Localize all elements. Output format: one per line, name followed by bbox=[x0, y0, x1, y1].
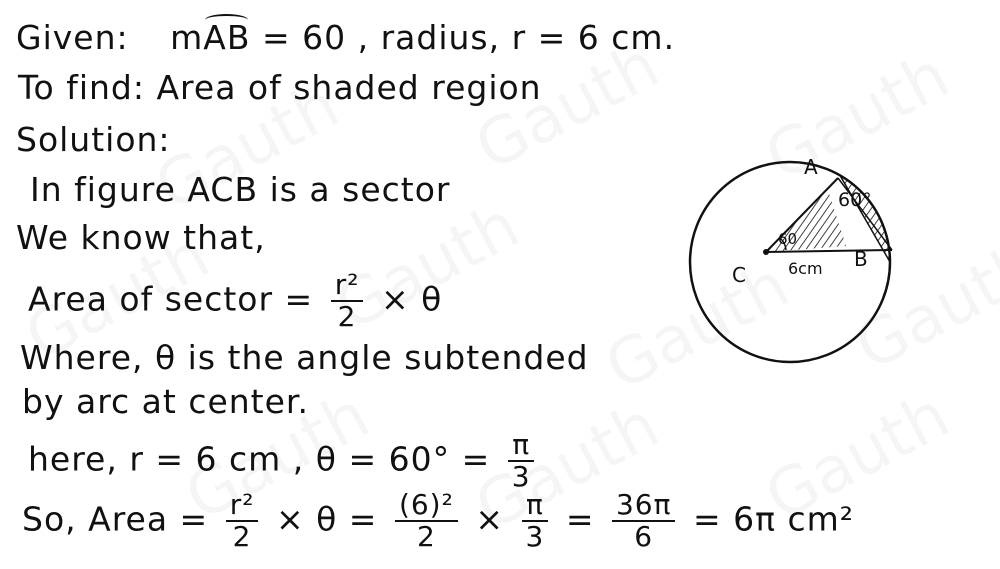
fraction-denominator: 6 bbox=[634, 520, 654, 553]
fraction-numerator: r² bbox=[226, 490, 259, 522]
fraction-pi-over-3 bbox=[508, 430, 535, 492]
given-label: Given: bbox=[16, 18, 129, 57]
solution-heading: Solution: bbox=[16, 120, 171, 159]
fraction-r2-over-2 bbox=[331, 270, 364, 332]
fraction-denominator: 3 bbox=[525, 520, 545, 553]
label-a: A bbox=[804, 155, 818, 179]
radius-label: 6cm bbox=[788, 259, 823, 278]
arc-measure: = 60 bbox=[261, 18, 347, 57]
fraction-denominator: 2 bbox=[232, 520, 252, 553]
sector-diagram bbox=[670, 150, 900, 380]
final-result: = 6π cm² bbox=[692, 499, 854, 539]
fraction-numerator: (6)² bbox=[395, 490, 458, 522]
to-find-line: To find: Area of shaded region bbox=[18, 68, 542, 107]
fraction-numerator: π bbox=[508, 430, 534, 462]
measure-symbol: m bbox=[170, 18, 204, 57]
area-computation bbox=[22, 490, 854, 552]
times-theta: × θ = bbox=[275, 499, 378, 539]
sector-statement: In figure ACB is a sector bbox=[30, 170, 451, 209]
fraction-numerator: 36π bbox=[612, 490, 676, 522]
label-b: B bbox=[854, 247, 868, 271]
we-know-line: We know that, bbox=[16, 218, 266, 257]
fraction-denominator: 2 bbox=[337, 300, 357, 333]
radius-given: , radius, r = 6 cm. bbox=[357, 18, 676, 57]
fraction-denominator: 2 bbox=[416, 520, 436, 553]
formula-rhs: × θ bbox=[380, 279, 443, 319]
fraction-36pi-over-6 bbox=[612, 490, 676, 552]
sector-area-formula bbox=[28, 270, 442, 332]
by-arc-line: by arc at center. bbox=[22, 382, 309, 421]
formula-lhs: Area of sector = bbox=[28, 279, 314, 319]
fraction-numerator: r² bbox=[331, 270, 364, 302]
fraction-numerator: π bbox=[522, 490, 548, 522]
fraction-pi-over-3 bbox=[521, 490, 548, 552]
fraction-denominator: 3 bbox=[511, 460, 531, 493]
values-line bbox=[28, 430, 541, 492]
fraction-r2-over-2 bbox=[226, 490, 259, 552]
arc-ab: AB bbox=[203, 18, 251, 57]
fraction-36-over-2 bbox=[395, 490, 458, 552]
values-text: here, r = 6 cm , θ = 60° = bbox=[28, 439, 491, 479]
so-area-label: So, Area = bbox=[22, 499, 209, 539]
angle-label-inner: 60 bbox=[778, 230, 798, 248]
angle-label-outer: 60° bbox=[838, 189, 872, 211]
times-sign: × bbox=[475, 499, 504, 539]
equals-sign: = bbox=[565, 499, 595, 539]
given-line bbox=[16, 18, 675, 58]
label-c: C bbox=[732, 263, 746, 287]
center-point bbox=[763, 249, 769, 255]
where-line: Where, θ is the angle subtended bbox=[20, 338, 589, 377]
